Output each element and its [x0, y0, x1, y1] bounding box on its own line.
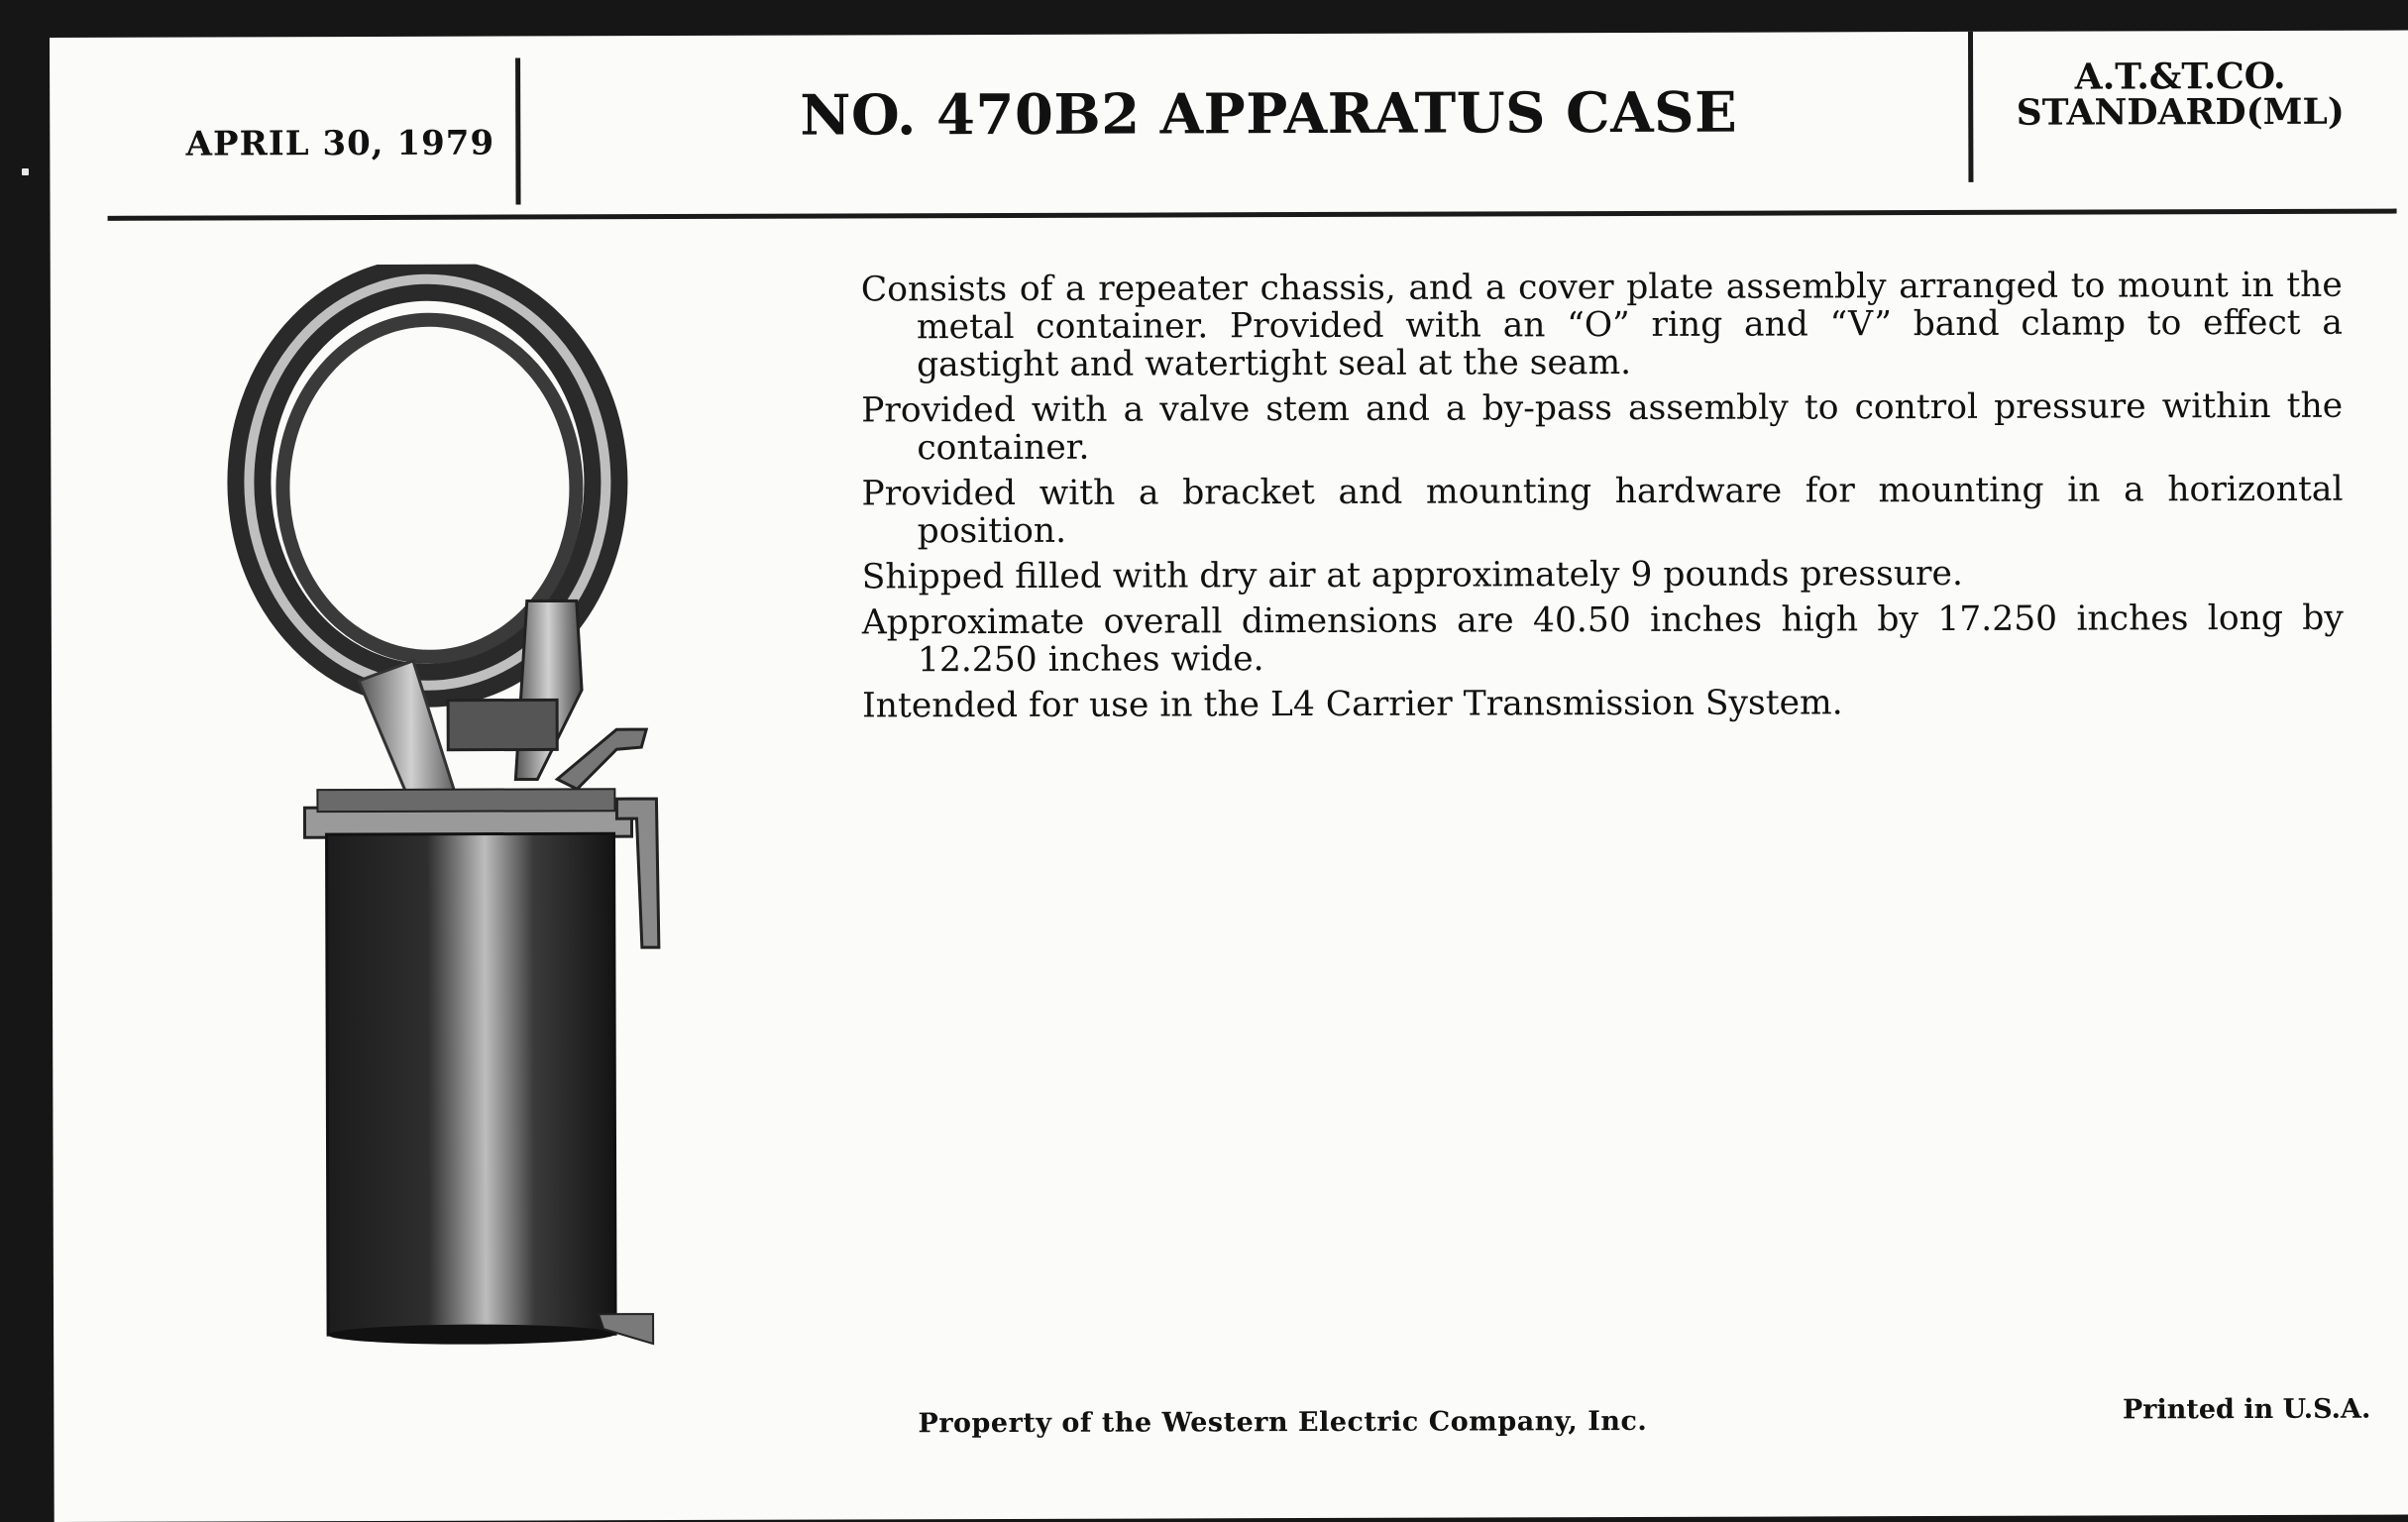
- property-notice: Property of the Western Electric Company, Inc.: [918, 1405, 1648, 1440]
- description: [861, 267, 2344, 733]
- issue-date: APRIL 30, 1979: [185, 123, 495, 164]
- header-divider-left: [515, 58, 520, 205]
- valve-assembly: [448, 700, 557, 749]
- description-paragraph: Intended for use in the L4 Carrier Transmission System.: [862, 683, 1843, 726]
- description-paragraph: Provided with a bracket and mounting hardware for mounting in a horizontal position.: [861, 469, 2344, 552]
- catalog-card: [50, 31, 2408, 1522]
- apparatus-case-photo: [199, 264, 818, 1375]
- valve-stem: [557, 729, 646, 789]
- standard-company: A.T.&T.CO.: [2074, 54, 2286, 98]
- description-paragraph: Shipped filled with dry air at approximately 9 pounds pressure.: [861, 553, 1963, 598]
- description-paragraph: Approximate overall dimensions are 40.50 inches high by 17.250 inches long by 12.250 inches wide.: [861, 598, 2344, 681]
- page-title: NO. 470B2 APPARATUS CASE: [800, 79, 1738, 149]
- description-paragraph: Consists of a repeater chassis, and a cover plate assembly arranged to mount in the metal container. Provided with an “O” ring and “V” band clamp to effect a gastight and watertight seal at the seam.: [860, 265, 2343, 385]
- support-arm: [515, 600, 583, 779]
- scan-speck: [22, 168, 29, 175]
- header-rule: [108, 209, 2397, 221]
- printed-in-notice: Printed in U.S.A.: [2122, 1393, 2371, 1426]
- standard-block: [1982, 54, 2378, 134]
- band-clamp: [317, 789, 614, 812]
- description-paragraph: Provided with a valve stem and a by-pass assembly to control pressure within the container.: [861, 385, 2344, 469]
- lower-bracket: [599, 1314, 653, 1344]
- metal-container: [327, 833, 616, 1335]
- header-divider-right: [1968, 32, 1973, 182]
- standard-designation: STANDARD(ML): [2016, 90, 2345, 134]
